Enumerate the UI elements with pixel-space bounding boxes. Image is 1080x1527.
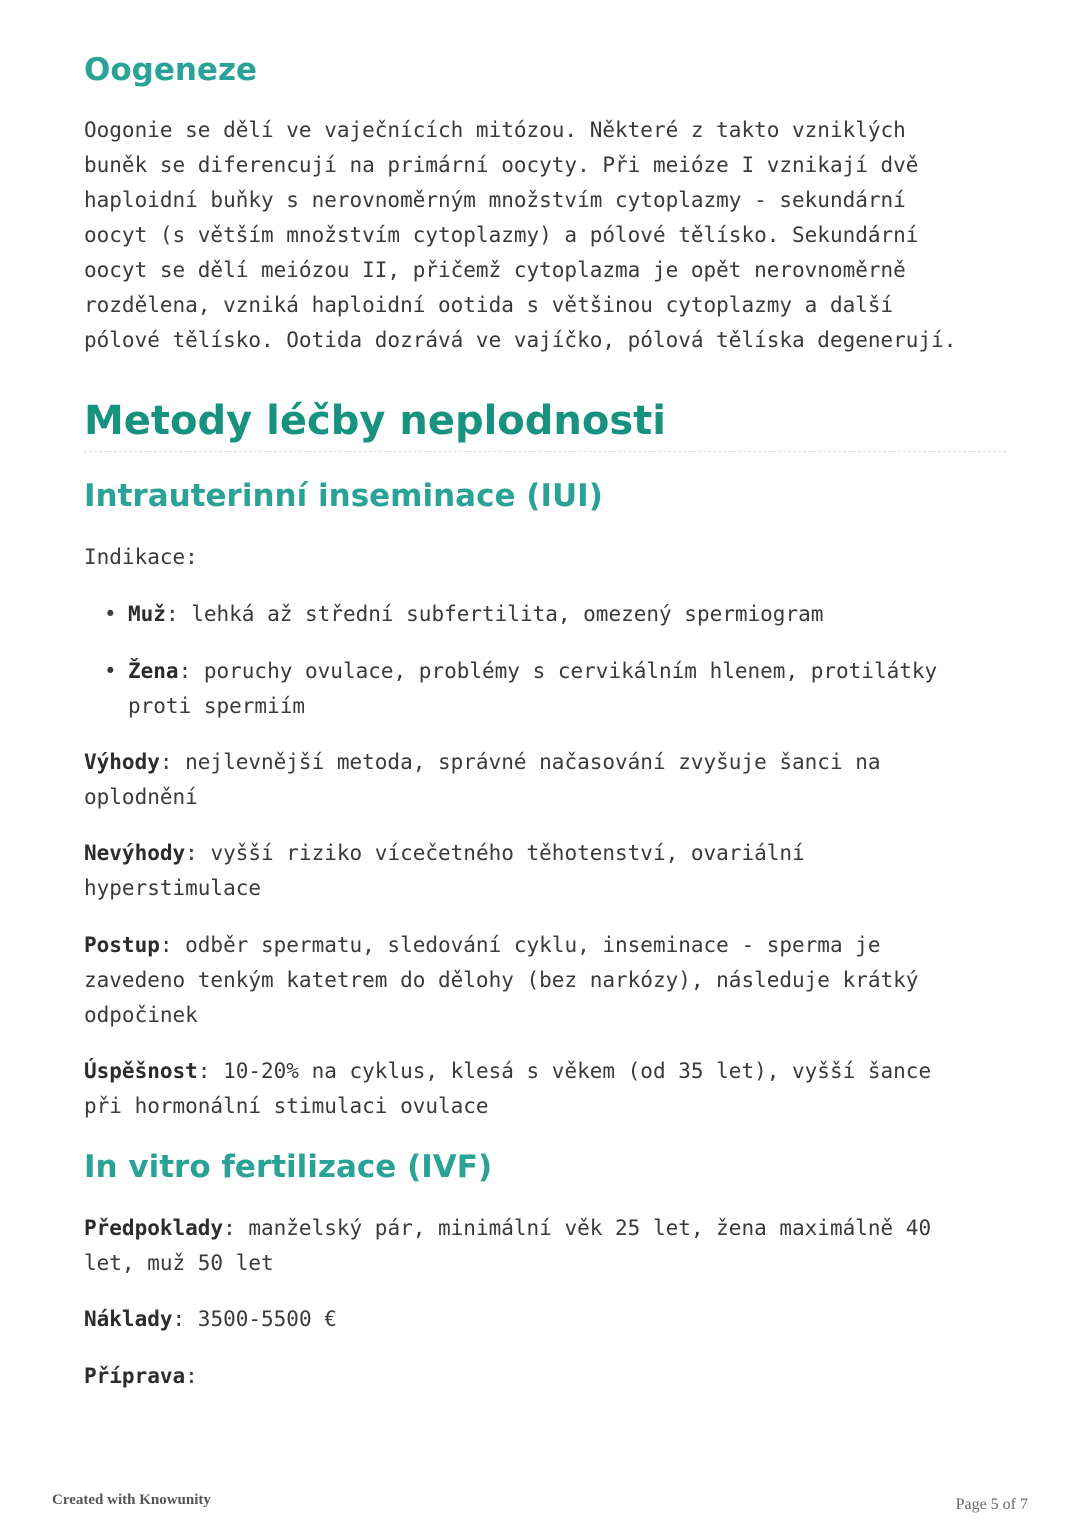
paragraph-line: pólové tělísko. Ootida dozrává ve vajíčko, pólová tělíska degenerují.: [84, 328, 957, 352]
paragraph-line: buněk se diferencují na primární oocyty. Při meióze I vznikají dvě: [84, 153, 919, 177]
list-item-zena-cont: proti spermiím: [128, 694, 306, 718]
muz-text: : lehká až střední subfertilita, omezený spermiogram: [165, 602, 824, 626]
paragraph-line: Oogonie se dělí ve vaječnících mitózou. Některé z takto vzniklých: [84, 118, 906, 142]
predpoklady-text: : manželský pár, minimální věk 25 let, žena maximálně 40: [223, 1216, 932, 1240]
postup-line: [84, 928, 1008, 963]
nevyhody-line-2: hyperstimulace: [84, 876, 262, 900]
naklady-text: : 3500-5500 €: [172, 1307, 337, 1331]
naklady-label: Náklady: [84, 1307, 173, 1331]
uspesnost-text: : 10-20% na cyklus, klesá s věkem (od 35 let), vyšší šance: [197, 1059, 932, 1083]
vyhody-label: Výhody: [84, 750, 160, 774]
list-item-zena: [128, 654, 1008, 689]
uspesnost-label: Úspěšnost: [84, 1059, 198, 1083]
paragraph-line: oocyt se dělí meiózou II, přičemž cytoplazma je opět nerovnoměrně: [84, 258, 906, 282]
list-item-muz: [128, 597, 1008, 632]
paragraph-line: oocyt (s větším množstvím cytoplazmy) a pólové tělísko. Sekundární: [84, 223, 919, 247]
muz-label: Muž: [128, 602, 166, 626]
heading-oogeneze: Oogeneze: [84, 52, 258, 88]
paragraph-line: rozdělena, vzniká haploidní ootida s většinou cytoplazmy a další: [84, 293, 894, 317]
section-divider: [84, 451, 1006, 452]
bullet-icon: •: [104, 659, 117, 683]
priprava-text: :: [185, 1364, 198, 1388]
priprava-label: Příprava: [84, 1364, 186, 1388]
postup-line-2: zavedeno tenkým katetrem do dělohy (bez narkózy), následuje krátký: [84, 968, 919, 992]
postup-label: Postup: [84, 933, 160, 957]
predpoklady-label: Předpoklady: [84, 1216, 224, 1240]
postup-line-3: odpočinek: [84, 1003, 198, 1027]
footer-page-number: Page 5 of 7: [955, 1496, 1028, 1513]
priprava-line: [84, 1359, 1008, 1394]
nevyhody-line: [84, 836, 1008, 871]
paragraph-line: haploidní buňky s nerovnoměrným množstvím cytoplazmy - sekundární: [84, 188, 906, 212]
uspesnost-line-2: při hormonální stimulaci ovulace: [84, 1094, 489, 1118]
predpoklady-line-2: let, muž 50 let: [84, 1251, 274, 1275]
nevyhody-text: : vyšší riziko vícečetného těhotenství, ovariální: [185, 841, 805, 865]
indikace-label: Indikace:: [84, 545, 198, 569]
predpoklady-line: [84, 1211, 1008, 1246]
heading-iui: Intrauterinní inseminace (IUI): [84, 478, 603, 514]
postup-text: : odběr spermatu, sledování cyklu, inseminace - sperma je: [159, 933, 881, 957]
uspesnost-line: [84, 1054, 1008, 1089]
bullet-icon: •: [104, 602, 117, 626]
footer-created-with: Created with Knowunity: [52, 1492, 211, 1508]
vyhody-line: [84, 745, 1008, 780]
zena-text: : poruchy ovulace, problémy s cervikálním hlenem, protilátky: [178, 659, 938, 683]
section-title: Metody léčby neplodnosti: [84, 398, 667, 444]
zena-label: Žena: [128, 659, 179, 683]
vyhody-text: : nejlevnější metoda, správné načasování zvyšuje šanci na: [159, 750, 881, 774]
heading-ivf: In vitro fertilizace (IVF): [84, 1149, 493, 1185]
naklady-line: [84, 1302, 1008, 1337]
nevyhody-label: Nevýhody: [84, 841, 186, 865]
vyhody-line-2: oplodnění: [84, 785, 198, 809]
